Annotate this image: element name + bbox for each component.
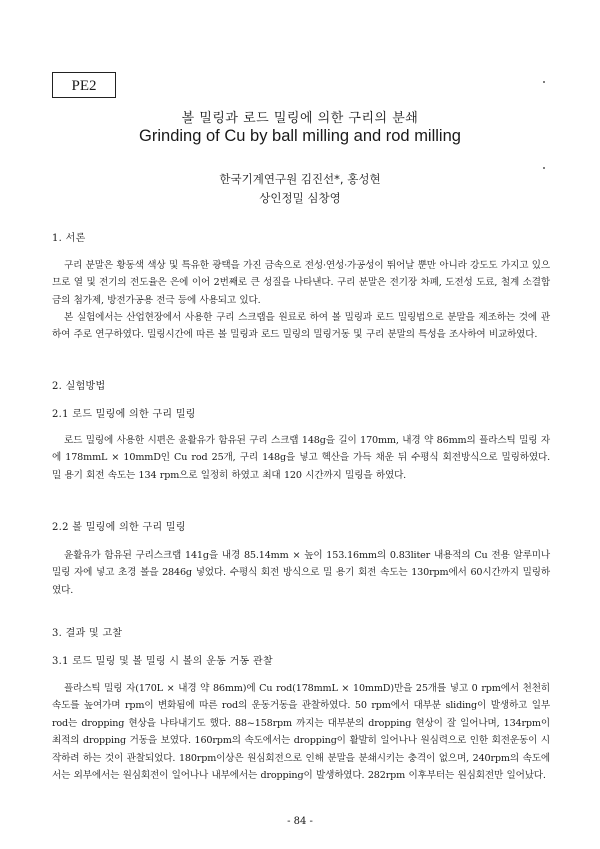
subsection-heading-ball-milling: 2.2 볼 밀링에 의한 구리 밀링 [52, 522, 186, 533]
title-english: Grinding of Cu by ball milling and rod milling [139, 127, 461, 145]
section-heading-results: 3. 결과 및 고찰 [52, 628, 123, 639]
title-korean: 볼 밀링과 로드 밀링에 의한 구리의 분쇄 [181, 111, 419, 126]
subsection-heading-rod-milling: 2.1 로드 밀링에 의한 구리 밀링 [52, 409, 196, 420]
page-number: - 84 - [287, 816, 313, 827]
scan-speck [543, 81, 545, 83]
ball-milling-paragraph: 윤활유가 함유된 구리스크랩 141g을 내경 85.14mm × 높이 153.16mm의 0.83liter 내용적의 Cu 전용 알루미나 밀링 자에 넣고 초경 볼을 2846g 넣었다. 수평식 회전 방식으로 밀 용기 회전 속도는 130rpm에서 60시간까지 밀링하였다. [52, 550, 550, 596]
scan-speck [543, 167, 545, 169]
motion-observation-paragraph: 플라스틱 밀링 자(170L × 내경 약 86mm)에 Cu rod(178mmL × 10mmD)만을 25개를 넣고 0 rpm에서 천천히 속도를 높여가며 rpm이 변화됨에 따른 rod의 운동거동을 관찰하였다. 50 rpm에서 대부분 sliding이 발생하고 일부 rod는 dropping 현상을 나타내기도 했다. 88~158rpm 까지는 대부분의 dropping 현상이 잘 일어나며, 134rpm이 최적의 dropping 거동을 보였다. 160rpm의 속도에서는 dropping이 활발히 일어나나 원심력으로 인한 회전운동이 시작하려 하는 것이 관찰되었다. 180rpm이상은 원심회전으로 인해 분말을 분쇄시키는 충격이 없으며, 240rpm의 속도에서는 외부에서는 원심회전이 일어나나 내부에서는 dropping이 발생하였다. 282rpm 이후부터는 원심회전만 일어났다. [52, 683, 550, 782]
intro-paragraph-2: 본 실험에서는 산업현장에서 사용한 구리 스크랩을 원료로 하여 볼 밀링과 로드 밀링법으로 분말을 제조하는 것에 관하여 주로 연구하였다. 밀링시간에 따른 볼 밀링과 로드 밀링의 밀링거동 및 구리 분말의 특성을 조사하여 비교하였다. [52, 312, 550, 341]
paper-code-box: PE2 [52, 72, 116, 98]
section-heading-methods: 2. 실험방법 [52, 381, 106, 392]
rod-milling-paragraph: 로드 밀링에 사용한 시편은 윤활유가 함유된 구리 스크랩 148g을 길이 170mm, 내경 약 86mm의 플라스틱 밀링 자에 178mmL × 10mmD인 Cu rod 25개, 구리 148g을 넣고 헥산을 가득 채운 뒤 수평식 회전방식으로 밀링하였다. 밀 용기 회전 속도는 134 rpm으로 일정히 하였고 최대 120 시간까지 밀링을 하였다. [52, 435, 550, 481]
authors-line-2: 상인정밀 심창영 [259, 191, 341, 205]
intro-paragraph-1: 구리 분말은 황동색 색상 및 특유한 광택을 가진 금속으로 전성·연성·가공성이 뛰어날 뿐만 아니라 강도도 가지고 있으므로 열 및 전기의 전도율은 은에 이어 2번째로 큰 성질을 나타낸다. 구리 분말은 전기장 차폐, 도전성 도료, 철계 소결합금의 첨가제, 방전가공용 전극 등에 사용되고 있다. [52, 260, 550, 306]
subsection-heading-motion: 3.1 로드 밀링 및 볼 밀링 시 볼의 운동 거동 관찰 [52, 656, 273, 667]
authors-line-1: 한국기계연구원 김진선*, 홍성현 [219, 172, 381, 186]
section-heading-intro: 1. 서론 [52, 233, 86, 244]
